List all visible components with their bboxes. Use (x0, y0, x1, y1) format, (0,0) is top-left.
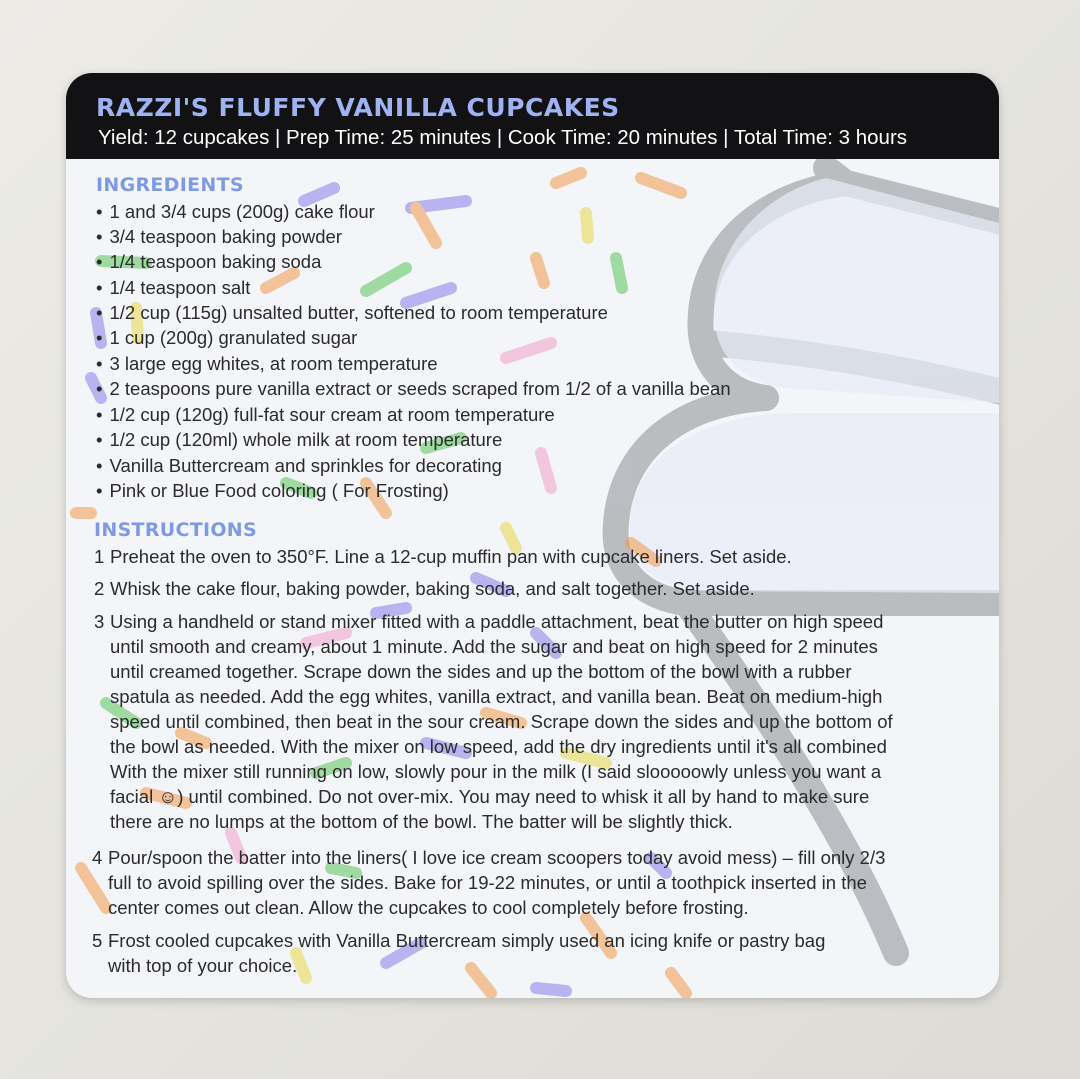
ingredient-item: • Pink or Blue Food coloring ( For Frosting) (96, 478, 449, 504)
step-number: 4 (92, 847, 103, 868)
ingredient-item: • 1/2 cup (120ml) whole milk at room temperature (96, 427, 502, 453)
ingredient-item: • 1/4 teaspoon salt (96, 275, 250, 301)
ingredient-item: • 3 large egg whites, at room temperature (96, 351, 438, 377)
step-text: Frost cooled cupcakes with Vanilla Buttercream simply used an icing knife or pastry bag (108, 930, 826, 951)
instruction-step-1 (94, 544, 974, 569)
ingredient-item: • 2 teaspoons pure vanilla extract or seeds scraped from 1/2 of a vanilla bean (96, 376, 731, 402)
recipe-card (66, 73, 999, 998)
ingredient-item: • 1/4 teaspoon baking soda (96, 249, 321, 275)
ingredient-item: • Vanilla Buttercream and sprinkles for decorating (96, 453, 502, 479)
instruction-step-3 (94, 609, 989, 834)
recipe-title: RAZZI'S FLUFFY VANILLA CUPCAKES (96, 93, 620, 122)
instructions-heading: INSTRUCTIONS (94, 519, 257, 541)
step-text: spatula as needed. Add the egg whites, vanilla extract, and vanilla bean. Beat on medium-high (110, 686, 883, 707)
step-text: until smooth and creamy, about 1 minute. Add the sugar and beat on high speed for 2 minutes (110, 636, 878, 657)
instruction-step-5 (92, 928, 972, 978)
step-text: speed until combined, then beat in the sour cream. Scrape down the sides and up the bottom of (110, 711, 893, 732)
step-text: With the mixer still running on low, slowly pour in the milk (I said slooooowly unless you want a (110, 761, 882, 782)
step-number: 2 (94, 578, 105, 599)
instruction-step-2 (94, 576, 974, 601)
step-text: Preheat the oven to 350°F. Line a 12-cup muffin pan with cupcake liners. Set aside. (110, 546, 792, 567)
step-text: with top of your choice. (108, 955, 298, 976)
ingredient-item: • 1/2 cup (120g) full-fat sour cream at room temperature (96, 402, 555, 428)
ingredient-item: • 1 cup (200g) granulated sugar (96, 325, 357, 351)
ingredients-heading: INGREDIENTS (96, 174, 244, 196)
step-text: until creamed together. Scrape down the sides and up the bottom of the bowl with a rubber (110, 661, 852, 682)
recipe-content (66, 73, 999, 998)
step-number: 5 (92, 930, 103, 951)
ingredient-item: • 3/4 teaspoon baking powder (96, 224, 342, 250)
ingredient-item: • 1/2 cup (115g) unsalted butter, softened to room temperature (96, 300, 608, 326)
step-text: facial ☺) until combined. Do not over-mix. You may need to whisk it all by hand to make sure (110, 786, 870, 807)
step-text: center comes out clean. Allow the cupcakes to cool completely before frosting. (108, 897, 749, 918)
step-number: 3 (94, 611, 105, 632)
step-text: Using a handheld or stand mixer fitted with a paddle attachment, beat the butter on high speed (110, 611, 884, 632)
step-text: Whisk the cake flour, baking powder, baking soda, and salt together. Set aside. (110, 578, 755, 599)
recipe-meta: Yield: 12 cupcakes | Prep Time: 25 minutes | Cook Time: 20 minutes | Total Time: 3 hours (98, 126, 908, 149)
step-text: there are no lumps at the bottom of the bowl. The batter will be slightly thick. (110, 811, 733, 832)
step-number: 1 (94, 546, 105, 567)
instruction-step-4 (92, 845, 992, 920)
step-text: Pour/spoon the batter into the liners( I love ice cream scoopers today avoid mess) – fill only 2/3 (108, 847, 886, 868)
step-text: full to avoid spilling over the sides. Bake for 19-22 minutes, or until a toothpick inserted in the (108, 872, 867, 893)
step-text: the bowl as needed. With the mixer on low speed, add the dry ingredients until it's all combined (110, 736, 887, 757)
ingredient-item: • 1 and 3/4 cups (200g) cake flour (96, 199, 375, 225)
